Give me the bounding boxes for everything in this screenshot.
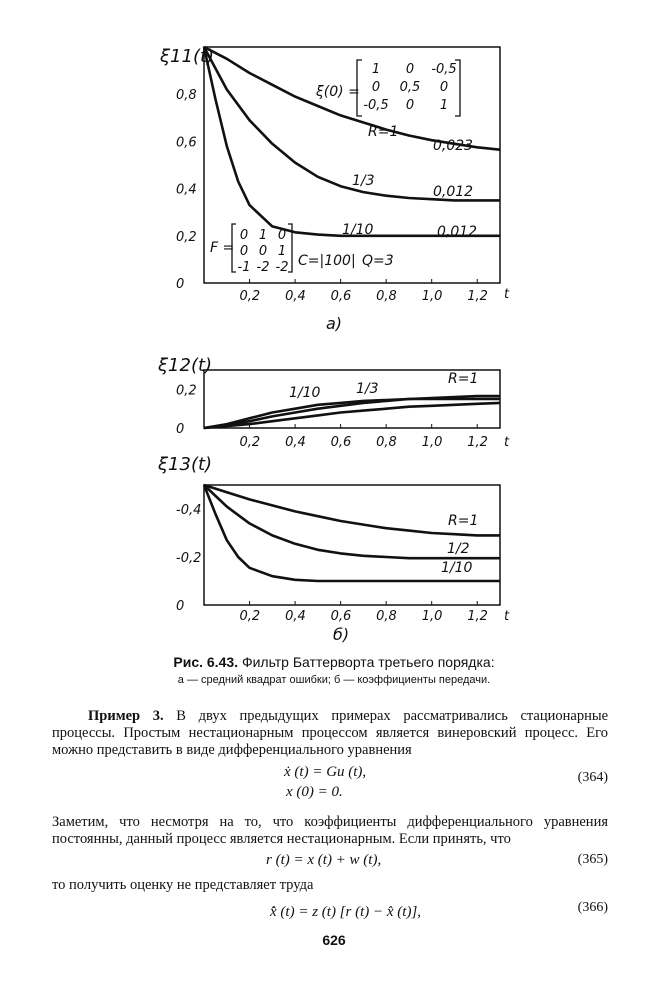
y-axis-label: ξ13(t) [158, 454, 213, 475]
x-tick-label: 0,8 [376, 609, 397, 624]
figure-number: Рис. 6.43. [173, 654, 239, 670]
paragraph: Пример 3. В двух предыдущих примерах рассматривались стационарные процессы. Простым нестационарным процессом является винеровский процесс. Его можно представить в виде дифференциального уравнения [52, 708, 609, 758]
series-label: 1/10 [289, 385, 321, 401]
data-label: 0,023 [433, 138, 474, 154]
q-value-text: Q=3 [362, 253, 394, 269]
series-label: 1/2 [447, 541, 470, 557]
series-label: 1/10 [441, 560, 473, 576]
figure-caption [0, 654, 668, 670]
series-label: R=1 [448, 371, 479, 387]
x-tick-label: 1,2 [467, 435, 488, 450]
series-label: R=1 [368, 124, 399, 140]
x-tick-label: 0,6 [330, 435, 352, 450]
matrix-cell: 0 [371, 80, 381, 95]
y-tick-label: -0,4 [176, 503, 202, 518]
matrix-cell: 0 [405, 98, 415, 113]
x-tick-label: 1,0 [421, 289, 443, 304]
matrix-cell: -0,5 [363, 98, 389, 113]
matrix-cell: 0,5 [399, 80, 421, 95]
matrix-cell: 1 [371, 62, 381, 77]
matrix-cell: 0 [439, 80, 449, 95]
panel-label: б) [333, 625, 350, 644]
y-axis-label: ξ12(t) [158, 355, 213, 376]
c-matrix-text: C=|100| [298, 253, 356, 269]
x-tick-label: 1,2 [467, 609, 488, 624]
series-label: R=1 [448, 513, 479, 529]
y-tick-label: 0 [176, 422, 185, 437]
x-tick-label: 1,2 [467, 289, 488, 304]
y-tick-label: 0,2 [176, 383, 197, 399]
matrix-cell: -2 [275, 260, 289, 275]
equation: r (t) = x (t) + w (t), [266, 852, 382, 868]
x-tick-label: 0,2 [239, 289, 261, 304]
paragraph: Заметим, что несмотря на то, что коэффициенты дифференциального уравнения постоянны, данный процесс является нестационарным. Если принять, что [52, 814, 608, 847]
chart-panel-b2 [157, 454, 510, 644]
chart-panel-a [159, 46, 510, 333]
matrix-cell: 1 [277, 244, 287, 259]
x-tick-label: 0,6 [330, 609, 352, 624]
y-axis-label: ξ11(t) [160, 46, 215, 67]
y-tick-label: 0 [176, 277, 185, 292]
y-tick-label: 0 [176, 599, 185, 614]
equation: x (0) = 0. [286, 784, 343, 800]
matrix-cell: 0 [239, 244, 249, 259]
x-tick-label: 1,0 [421, 435, 443, 450]
plot-frame [204, 47, 500, 283]
matrix-cell: 0 [277, 228, 287, 243]
figure-title: Фильтр Баттерворта третьего порядка: [241, 654, 495, 670]
matrix-cell: 0 [258, 244, 268, 259]
x-tick-label: 0,2 [239, 435, 261, 450]
series-line [204, 403, 500, 428]
data-label: 0,012 [437, 224, 478, 240]
equation: x̂̇ (t) = z (t) [r (t) − x̂ (t)], [270, 904, 422, 920]
equation-number: (366) [577, 900, 608, 915]
y-tick-label: 0,4 [176, 182, 197, 198]
equation-number: (364) [577, 770, 608, 785]
data-label: 0,012 [433, 184, 474, 200]
y-tick-label: 0,8 [176, 88, 197, 104]
matrix-label: F = [210, 240, 235, 256]
x-axis-label: t [504, 609, 510, 624]
y-tick-label: -0,2 [176, 551, 202, 566]
example-heading: Пример 3. [88, 708, 164, 724]
matrix-cell: -0,5 [431, 62, 457, 77]
x-tick-label: 0,2 [239, 609, 261, 624]
matrix-cell: 1 [439, 98, 449, 113]
panel-label: а) [326, 314, 343, 333]
x-tick-label: 0,8 [376, 289, 397, 304]
matrix-cell: 0 [405, 62, 415, 77]
paragraph: то получить оценку не представляет труда [52, 877, 314, 893]
y-tick-label: 0,6 [176, 135, 197, 151]
x-tick-label: 0,4 [285, 609, 306, 624]
figure-subcaption: а — средний квадрат ошибки; б — коэффициенты передачи. [177, 674, 491, 686]
equation: ẋ (t) = Gu (t), [284, 764, 367, 780]
x-tick-label: 1,0 [421, 609, 443, 624]
matrix-cell: 1 [258, 228, 268, 243]
x-axis-label: t [504, 287, 510, 302]
equation-number: (365) [577, 852, 608, 867]
x-tick-label: 0,6 [330, 289, 352, 304]
x-axis-label: t [504, 435, 510, 450]
x-tick-label: 0,8 [376, 435, 397, 450]
chart-panel-b1 [157, 355, 510, 450]
series-label: 1/3 [352, 173, 375, 189]
series-label: 1/10 [342, 222, 374, 238]
matrix-cell: -2 [256, 260, 270, 275]
matrix-cell: 0 [239, 228, 249, 243]
matrix-cell: -1 [237, 260, 251, 275]
y-tick-label: 0,2 [176, 229, 197, 245]
x-tick-label: 0,4 [285, 435, 306, 450]
series-label: 1/3 [356, 381, 379, 397]
x-tick-label: 0,4 [285, 289, 306, 304]
matrix-label: ξ(0) = [316, 84, 360, 100]
page-number: 626 [322, 932, 346, 948]
